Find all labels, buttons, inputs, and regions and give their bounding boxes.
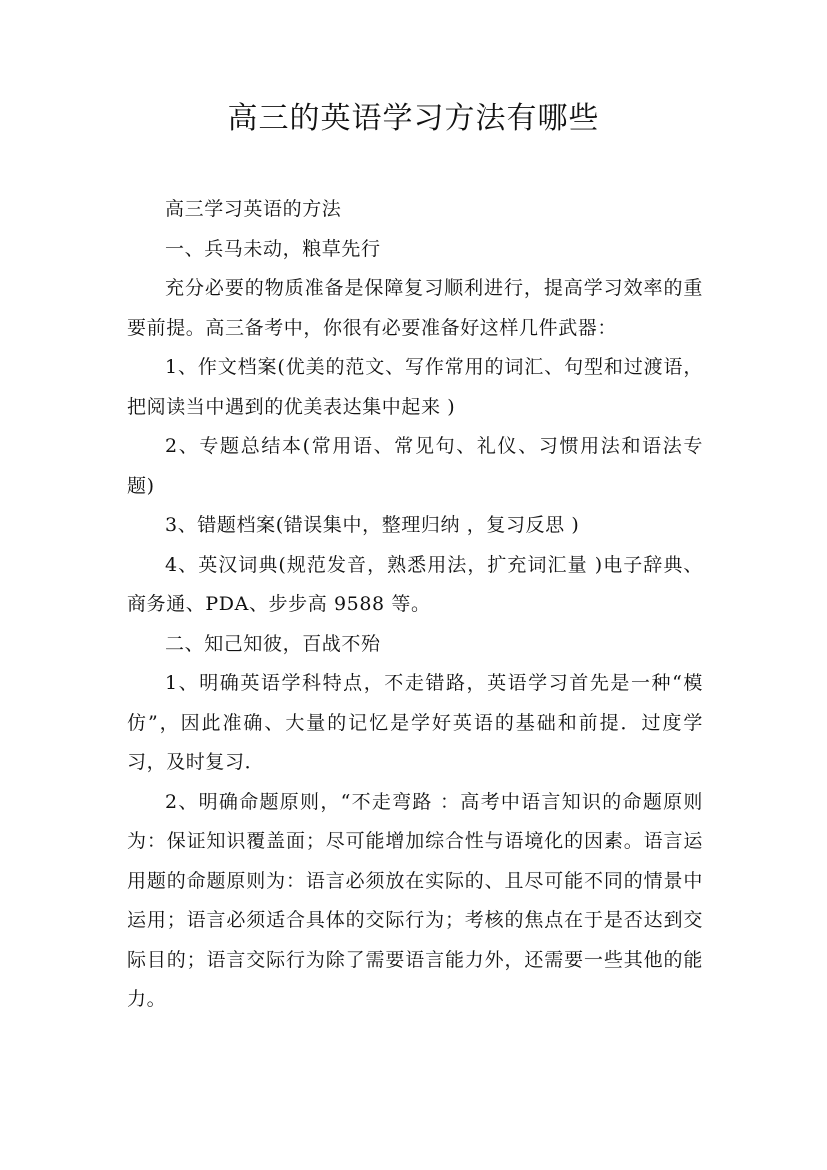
document-title: 高三的英语学习方法有哪些	[227, 101, 600, 136]
list-item: 2、专题总结本(常用语、常见句、礼仪、习惯用法和语法专题)	[127, 435, 703, 497]
list-item: 4、英汉词典(规范发音，熟悉用法，扩充词汇量 )电子辞典、商务通、PDA、步步高 9588 等。	[127, 553, 703, 615]
list-item: 1、明确英语学科特点，不走错路，英语学习首先是一种“模仿”，因此准确、大量的记忆是学好英语的基础和前提．过度学习，及时复习．	[127, 672, 703, 773]
document-body	[127, 190, 703, 1020]
list-item: 1、作文档案(优美的范文、写作常用的词汇、句型和过渡语，把阅读当中遇到的优美表达集中起来 )	[127, 356, 703, 418]
paragraph-heading: 高三学习英语的方法	[165, 198, 342, 220]
section-heading-2: 二、知己知彼，百战不殆	[165, 632, 381, 655]
section-heading-1: 一、兵马未动，粮草先行	[165, 237, 381, 260]
paragraph: 充分必要的物质准备是保障复习顺利进行，提高学习效率的重要前提。高三备考中，你很有必要准备好这样几件武器：	[127, 277, 703, 339]
list-item: 3、错题档案(错误集中，整理归纳 ，复习反思 )	[165, 514, 580, 536]
list-item: 2、明确命题原则，“不走弯路 ：高考中语言知识的命题原则为：保证知识覆盖面；尽可能增加综合性与语境化的因素。语言运用题的命题原则为：语言必须放在实际的、且尽可能不同的情景中运用；语言必须适合具体的交际行为；考核的焦点在于是否达到交际目的；语言交际行为除了需要语言能力外，还需要一些其他的能力。	[127, 790, 703, 1010]
